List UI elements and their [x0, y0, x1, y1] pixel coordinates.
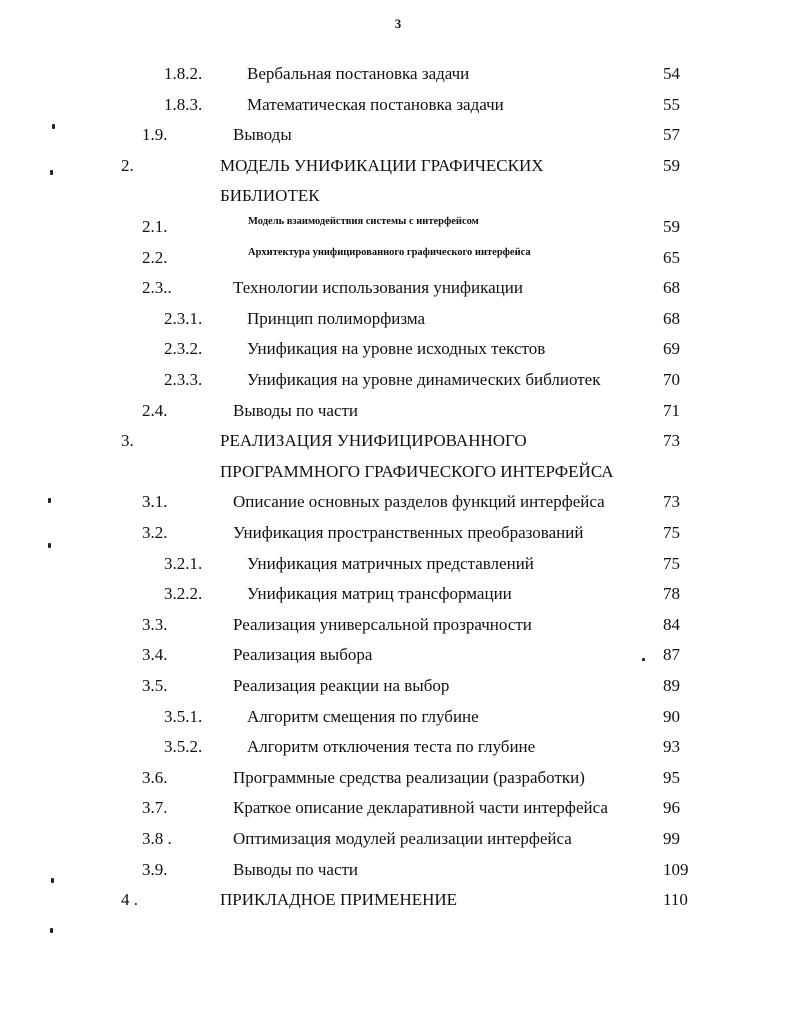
toc-entry-title: Выводы — [233, 125, 292, 145]
toc-entry-title: Выводы по части — [233, 400, 359, 420]
toc-entry — [0, 490, 796, 514]
toc-entry-page: 65 — [663, 247, 680, 267]
toc-entry-page: 75 — [663, 553, 680, 573]
scan-speck — [50, 170, 53, 175]
toc-entry — [0, 429, 796, 453]
toc-entry-title: Выводы по части — [233, 859, 359, 879]
toc-entry-page: 54 — [663, 64, 680, 83]
toc-entry-page: 75 — [663, 523, 680, 542]
toc-entry — [0, 337, 796, 361]
toc-entry-title: РЕАЛИЗАЦИЯ УНИФИЦИРОВАННОГО — [220, 431, 527, 451]
toc-entry — [0, 184, 796, 208]
toc-entry — [0, 123, 796, 147]
toc-entry-page: 70 — [663, 370, 680, 389]
toc-entry-number: 2.4. — [142, 400, 168, 420]
toc-entry-title: Модель взаимодействия системы с интерфейсом — [248, 216, 479, 227]
toc-entry-page: 78 — [663, 584, 680, 604]
toc-entry-page: 96 — [663, 798, 680, 818]
toc-entry-number: 3.5. — [142, 676, 168, 695]
toc-entry-number: 2.3.2. — [164, 339, 203, 359]
toc-entry-title: Унификация на уровне динамических библиотек — [247, 370, 601, 389]
toc-entry-number: 3.5.2. — [164, 737, 203, 757]
toc-entry-title: Архитектура унифицированного графического интерфейса — [248, 246, 531, 258]
toc-entry-number: 1.9. — [142, 125, 168, 145]
toc-entry-title: МОДЕЛЬ УНИФИКАЦИИ ГРАФИЧЕСКИХ — [220, 155, 544, 175]
toc-entry-number: 3.3. — [142, 614, 168, 634]
toc-entry-number: 3.2.2. — [164, 584, 203, 604]
toc-entry — [0, 705, 796, 729]
toc-entry-title: Реализация выбора — [233, 645, 373, 665]
toc-entry — [0, 215, 796, 239]
toc-entry-number: 3.8 . — [142, 829, 172, 848]
toc-entry-title: ПРОГРАММНОГО ГРАФИЧЕСКОГО ИНТЕРФЕЙСА — [220, 461, 614, 481]
scan-speck — [51, 878, 54, 883]
toc-entry-title: Алгоритм смещения по глубине — [247, 706, 479, 726]
toc-entry-page: 87 — [663, 645, 680, 665]
toc-entry-number: 3.2. — [142, 523, 168, 542]
toc-entry-number: 2.3.1. — [164, 308, 203, 328]
toc-entry-title: Математическая постановка задачи — [247, 94, 504, 114]
toc-entry — [0, 552, 796, 576]
toc-entry — [0, 246, 796, 270]
toc-entry — [0, 735, 796, 759]
toc-entry — [0, 399, 796, 423]
toc-entry-number: 3.9. — [142, 859, 168, 879]
toc-entry — [0, 613, 796, 637]
toc-entry-number: 3.4. — [142, 645, 168, 665]
toc-entry-page: 68 — [663, 278, 680, 298]
toc-entry-page: 73 — [663, 492, 680, 512]
toc-entry — [0, 276, 796, 300]
toc-entry-page: 93 — [663, 737, 680, 757]
toc-entry-page: 59 — [663, 217, 680, 236]
toc-entry — [0, 643, 796, 667]
toc-entry-title: Краткое описание декларативной части интерфейса — [233, 798, 608, 818]
toc-entry-number: 3. — [121, 431, 134, 451]
toc-entry — [0, 766, 796, 790]
toc-entry-title: Реализация универсальной прозрачности — [233, 614, 532, 634]
toc-entry — [0, 674, 796, 698]
page-number: 3 — [394, 16, 402, 31]
toc-entry-title: Унификация матричных представлений — [247, 553, 534, 573]
toc-entry-title: Технологии использования унификации — [233, 278, 523, 298]
toc-entry — [0, 827, 796, 851]
toc-entry — [0, 62, 796, 86]
scan-speck — [642, 658, 645, 661]
toc-entry-title: Унификация пространственных преобразований — [233, 523, 584, 542]
toc-entry — [0, 368, 796, 392]
toc-entry-number: 2.1. — [142, 217, 168, 236]
toc-entry-title: Алгоритм отключения теста по глубине — [247, 737, 536, 757]
toc-entry-page: 95 — [663, 767, 680, 787]
toc-entry-number: 2.2. — [142, 247, 168, 267]
toc-entry-page: 57 — [663, 125, 680, 145]
toc-entry-page: 59 — [663, 155, 680, 175]
toc-entry-number: 1.8.3. — [164, 94, 203, 114]
toc-entry-title: ПРИКЛАДНОЕ ПРИМЕНЕНИЕ — [220, 890, 458, 910]
toc-entry — [0, 582, 796, 606]
toc-entry-number: 3.7. — [142, 798, 168, 818]
toc-entry-page: 68 — [663, 308, 680, 328]
toc-entry-title: Оптимизация модулей реализации интерфейса — [233, 829, 572, 848]
toc-entry-title: Унификация на уровне исходных текстов — [247, 339, 546, 359]
toc-entry-number: 4 . — [121, 890, 138, 910]
toc-entry-number: 3.6. — [142, 767, 168, 787]
toc-entry-page: 110 — [663, 890, 688, 910]
toc-entry-number: 2.3.. — [142, 278, 172, 298]
toc-entry-number: 2.3.3. — [164, 370, 203, 389]
toc-entry — [0, 796, 796, 820]
scan-speck — [52, 124, 55, 129]
toc-entry-title: Унификация матриц трансформации — [247, 584, 512, 604]
toc-entry-page: 71 — [663, 400, 680, 420]
toc-entry-page: 55 — [663, 94, 680, 114]
scan-speck — [48, 543, 51, 548]
toc-entry-title: Реализация реакции на выбор — [233, 676, 450, 695]
toc-entry — [0, 521, 796, 545]
scan-speck — [48, 498, 51, 503]
toc-entry — [0, 307, 796, 331]
toc-entry-page: 89 — [663, 676, 680, 695]
toc-entry-page: 69 — [663, 339, 680, 359]
toc-entry-title: БИБЛИОТЕК — [220, 186, 320, 206]
toc-entry-number: 3.5.1. — [164, 706, 203, 726]
toc-entry-title: Описание основных разделов функций интерфейса — [233, 492, 605, 512]
toc-entry-page: 73 — [663, 431, 680, 451]
toc-entry-title: Принцип полиморфизма — [247, 308, 426, 328]
toc-entry-title: Вербальная постановка задачи — [247, 64, 470, 83]
toc-entry-page: 99 — [663, 829, 680, 848]
scan-speck — [50, 928, 53, 933]
toc-entry-page: 84 — [663, 614, 680, 634]
toc-entry — [0, 858, 796, 882]
toc-entry-number: 1.8.2. — [164, 64, 203, 83]
toc-entry-page: 109 — [663, 859, 689, 879]
toc-entry-number: 3.2.1. — [164, 553, 203, 573]
toc-entry-page: 90 — [663, 706, 680, 726]
toc-entry-number: 3.1. — [142, 492, 168, 512]
toc-entry — [0, 93, 796, 117]
toc-entry — [0, 154, 796, 178]
toc-entry-title: Программные средства реализации (разработки) — [233, 767, 585, 787]
toc-entry — [0, 460, 796, 484]
toc-entry — [0, 888, 796, 912]
toc-entry-number: 2. — [121, 155, 134, 175]
